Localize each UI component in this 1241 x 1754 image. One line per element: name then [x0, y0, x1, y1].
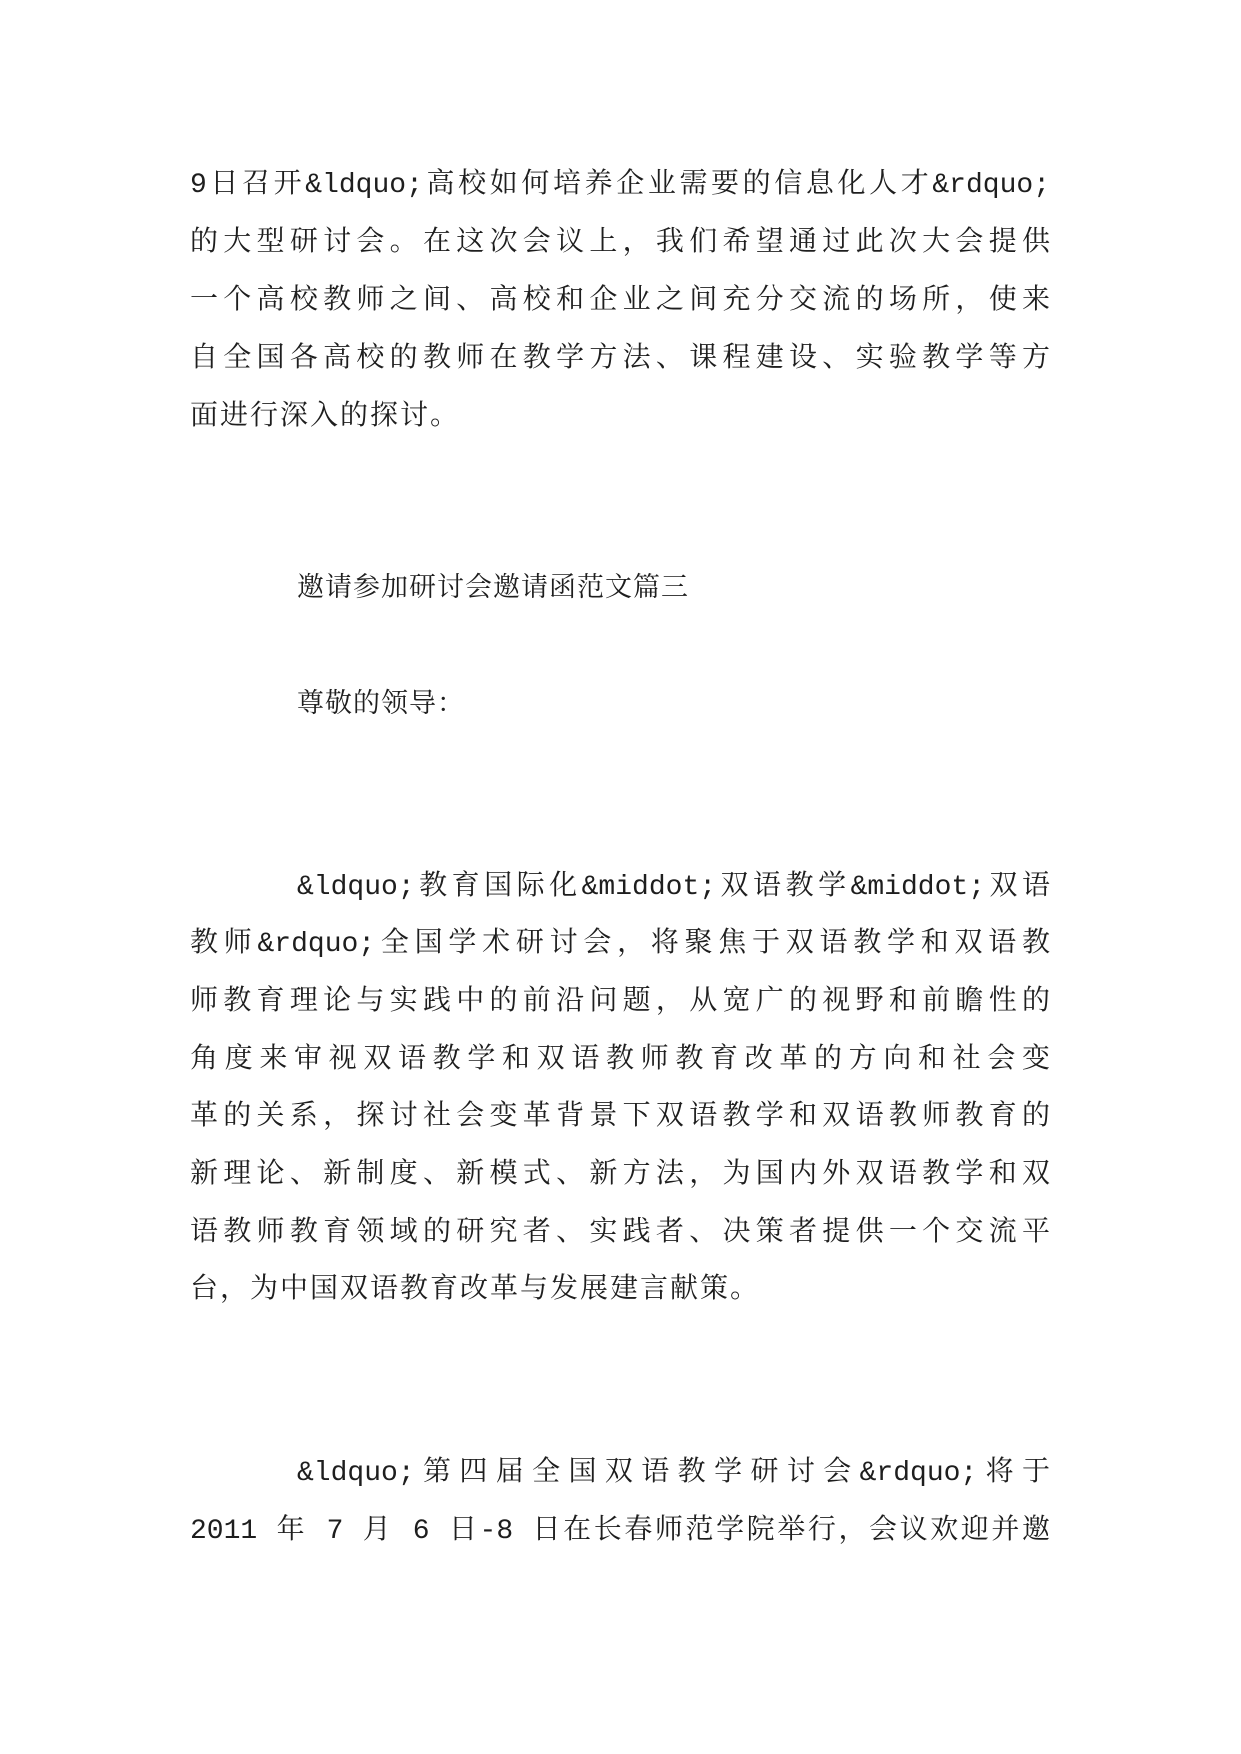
text-line: 9日召开&ldquo;高校如何培养企业需要的信息化人才&rdquo; — [190, 170, 1050, 201]
text-line: 2011 年 7 月 6 日-8 日在长春师范学院举行，会议欢迎并邀 — [190, 1516, 1050, 1547]
text-line: 新理论、新制度、新模式、新方法，为国内外双语教学和双 — [190, 1160, 1050, 1191]
text-line: 角度来审视双语教学和双语教师教育改革的方向和社会变 — [190, 1045, 1050, 1076]
text-line: 一个高校教师之间、高校和企业之间充分交流的场所，使来 — [190, 286, 1050, 317]
text-line: 自全国各高校的教师在教学方法、课程建设、实验教学等方 — [190, 344, 1050, 375]
text-line: &ldquo;第四届全国双语教学研讨会&rdquo;将于 — [297, 1458, 1050, 1489]
text-line: 语教师教育领域的研究者、实践者、决策者提供一个交流平 — [190, 1218, 1050, 1249]
salutation: 尊敬的领导： — [297, 691, 465, 721]
text-line: 教师&rdquo;全国学术研讨会，将聚焦于双语教学和双语教 — [190, 929, 1050, 960]
text-line: 师教育理论与实践中的前沿问题，从宽广的视野和前瞻性的 — [190, 987, 1050, 1018]
text-line: 台，为中国双语教育改革与发展建言献策。 — [190, 1275, 761, 1306]
section-heading: 邀请参加研讨会邀请函范文篇三 — [297, 575, 689, 605]
text-line: 的大型研讨会。在这次会议上，我们希望通过此次大会提供 — [190, 228, 1050, 259]
text-line: 面进行深入的探讨。 — [190, 402, 461, 433]
text-line: &ldquo;教育国际化&middot;双语教学&middot;双语 — [297, 872, 1050, 903]
text-line: 革的关系，探讨社会变革背景下双语教学和双语教师教育的 — [190, 1102, 1050, 1133]
